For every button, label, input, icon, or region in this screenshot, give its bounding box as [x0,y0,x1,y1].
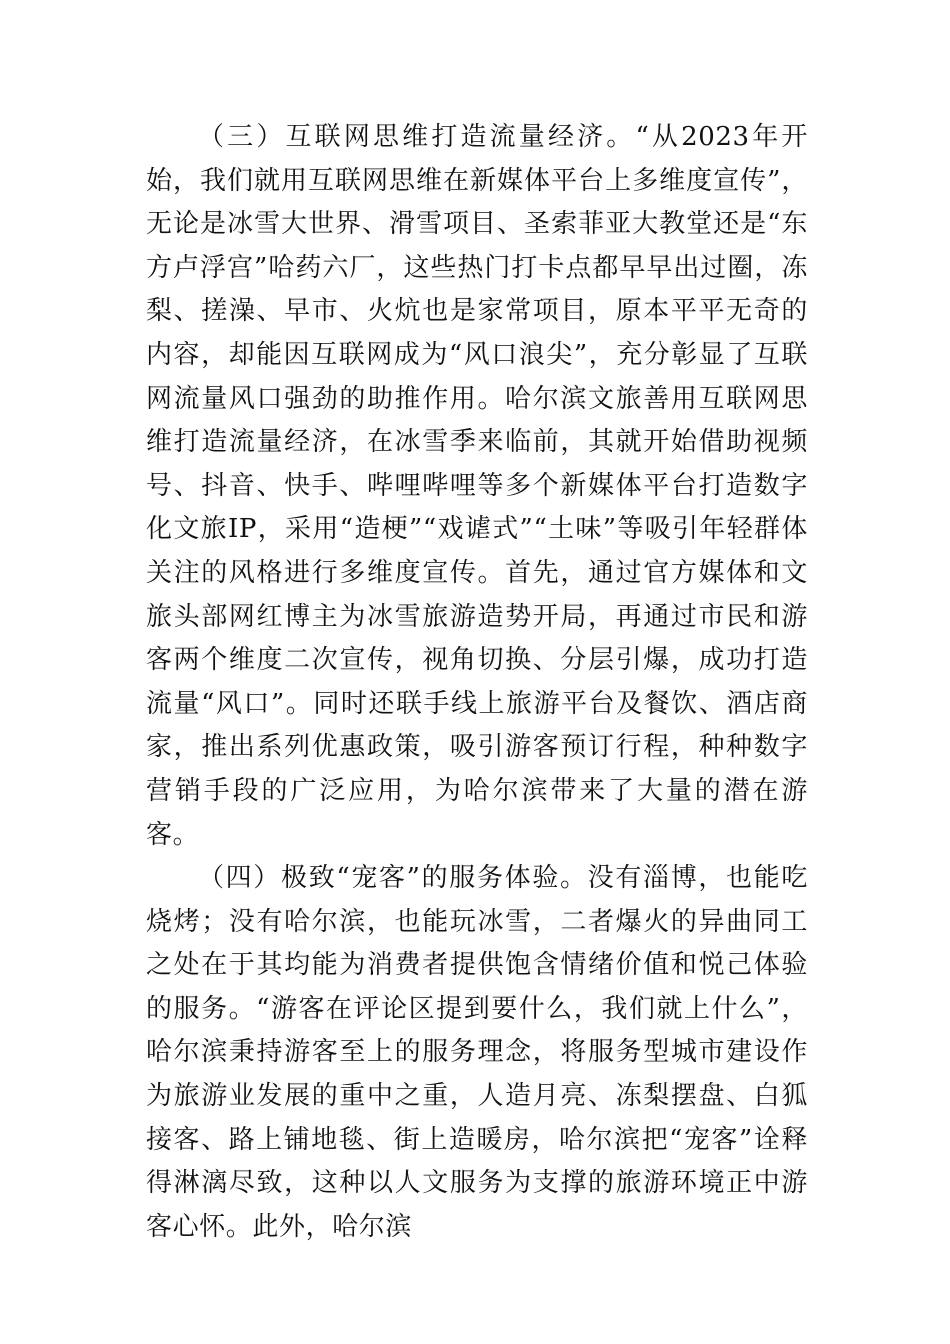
paragraph-service-experience [146,857,808,1249]
paragraph-heading: （四）极致“宠客”的服务体验。 [198,863,588,894]
paragraph-text: “从2023年开始，我们就用互联网思维在新媒体平台上多维度宣传”，无论是冰雪大世界、滑雪项目、圣索菲亚大教堂还是“东方卢浮宫”哈药六厂，这些热门打卡点都早早出过圈，冻梨、搓澡、早市、火炕也是家常项目，原本平平无奇的内容，却能因互联网成为“风口浪尖”，充分彰显了互联网流量风口强劲的助推作用。哈尔滨文旅善用互联网思维打造流量经济，在冰雪季来临前，其就开始借助视频号、抖音、快手、哔哩哔哩等多个新媒体平台打造数字化文旅IP，采用“造梗”“戏谑式”“土味”等吸引年轻群体关注的风格进行多维度宣传。首先，通过官方媒体和文旅头部网红博主为冰雪旅游造势开局，再通过市民和游客两个维度二次宣传，视角切换、分层引爆，成功打造流量“风口”。同时还联手线上旅游平台及餐饮、酒店商家，推出系列优惠政策，吸引游客预订行程，种种数字营销手段的广泛应用，为哈尔滨带来了大量的潜在游客。 [146,122,808,850]
paragraph-internet-thinking [146,116,808,857]
paragraph-heading: （三）互联网思维打造流量经济。 [198,122,636,152]
paragraph-text: 没有淄博，也能吃烧烤；没有哈尔滨，也能玩冰雪，二者爆火的异曲同工之处在于其均能为消费者提供饱含情绪价值和悦己体验的服务。“游客在评论区提到要什么，我们就上什么”，哈尔滨秉持游客至上的服务理念，将服务型城市建设作为旅游业发展的重中之重，人造月亮、冻梨摆盘、白狐接客、路上铺地毯、街上造暖房，哈尔滨把“宠客”诠释得淋漓尽致，这种以人文服务为支撑的旅游环境正中游客心怀。此外，哈尔滨 [146,863,808,1242]
document-body [146,116,808,1249]
